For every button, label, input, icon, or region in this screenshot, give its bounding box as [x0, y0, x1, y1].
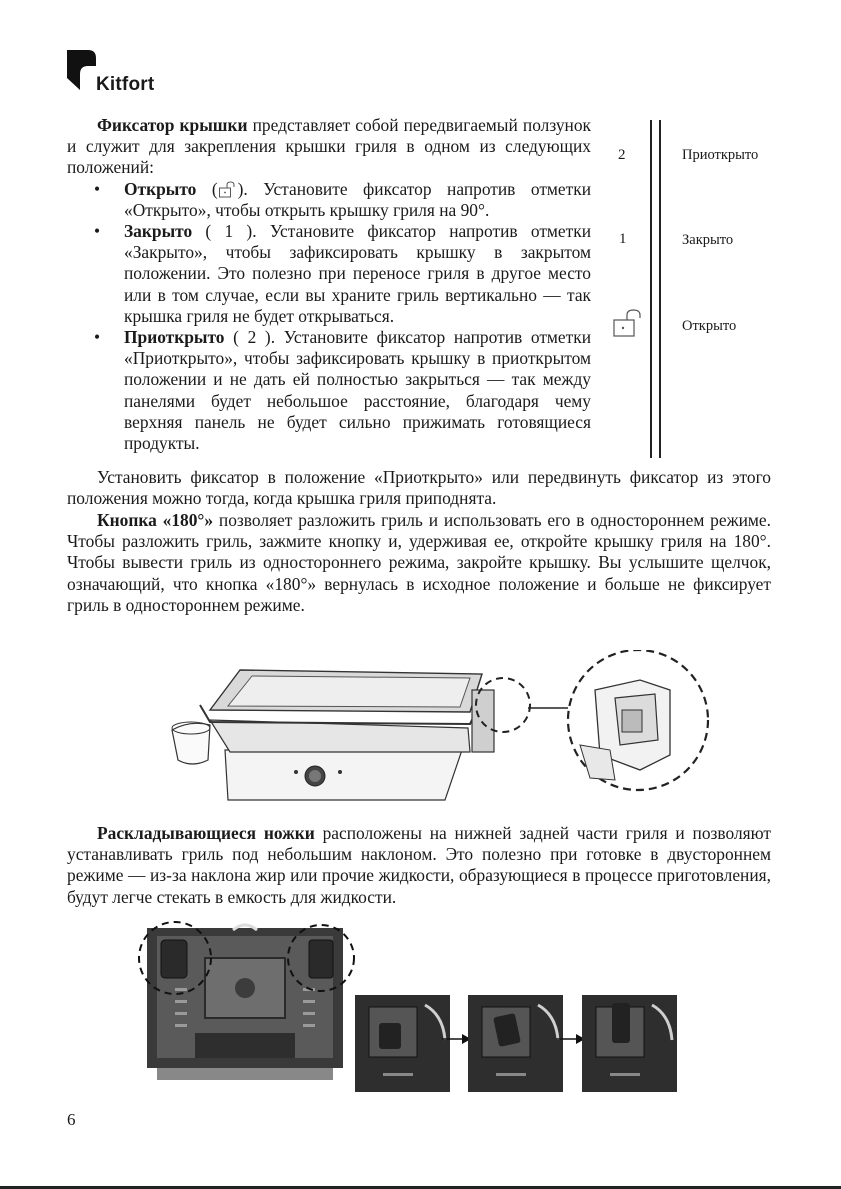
unlock-icon — [612, 308, 648, 338]
latch-positions-list — [67, 179, 591, 455]
list-item: • Приоткрыто ( 2 ). Установите фиксатор напротив отметки «Приоткрыто», чтобы зафиксировать крышку в приоткрытом положении и не дать ей полностью закрыться — так между панелями будет небольшое расстояние, благодаря чему верхняя панель не будет сильно прижимать готовящиеся продукты. — [94, 327, 591, 454]
slot-line-left — [650, 120, 652, 458]
brand-name: Kitfort — [96, 74, 155, 95]
label-closed: Закрыто — [682, 232, 734, 248]
latch-section — [67, 115, 591, 454]
latch-note: Установить фиксатор в положение «Приоткрыто» или передвинуть фиксатор из этого положения можно тогда, когда крышка гриля приподнята. — [67, 467, 771, 509]
list-item: • Закрыто ( 1 ). Установите фиксатор напротив отметки «Закрыто», чтобы зафиксировать крышку в закрытом положении. Это полезно при переносе гриля в другое место или в том случае, если вы храните гриль вертикально — так крышка гриля не будет открываться. — [94, 221, 591, 326]
slot-line-right — [659, 120, 661, 458]
unlock-icon — [218, 181, 238, 198]
marker-1: 1 — [619, 231, 627, 247]
page-number: 6 — [67, 1110, 76, 1129]
leg-step-1-photo — [355, 995, 450, 1092]
latch-intro: Фиксатор крышки представляет собой передвигаемый ползунок и служит для закрепления крышки гриля в одном из следующих положений: — [67, 115, 591, 178]
label-open: Открыто — [682, 318, 737, 334]
grill-underside-photo — [135, 918, 355, 1090]
grill-illustration — [170, 650, 730, 810]
label-half-open: Приоткрыто — [682, 147, 759, 163]
button-180-section: Кнопка «180°» позволяет разложить гриль и использовать его в одностороннем режиме. Чтобы разложить гриль, зажмите кнопку и, удерживая ее, откройте крышку гриля на 180°. Чтобы вывести гриль из одностороннего режима, закройте крышку. Вы услышите щелчок, означающий, что кнопка «180°» вернулась в исходное положение и больше не фиксирует гриль в одностороннем режиме. — [67, 510, 771, 615]
leg-step-3-photo — [582, 995, 677, 1092]
legs-section: Раскладывающиеся ножки расположены на нижней задней части гриля и позволяют устанавливать гриль под небольшим наклоном. Это полезно при готовке в двустороннем режиме — из-за наклона жир или прочие жидкости, образующиеся в процессе приготовления, будут легче стекать в емкость для жидкости. — [67, 823, 771, 907]
list-item: • Открыто ( ). Установите фиксатор напротив отметки «Открыто», чтобы открыть крышку гриля на 90°. — [94, 178, 592, 220]
latch-diagram — [600, 115, 800, 460]
marker-2: 2 — [618, 147, 626, 163]
leg-step-2-photo — [468, 995, 563, 1092]
